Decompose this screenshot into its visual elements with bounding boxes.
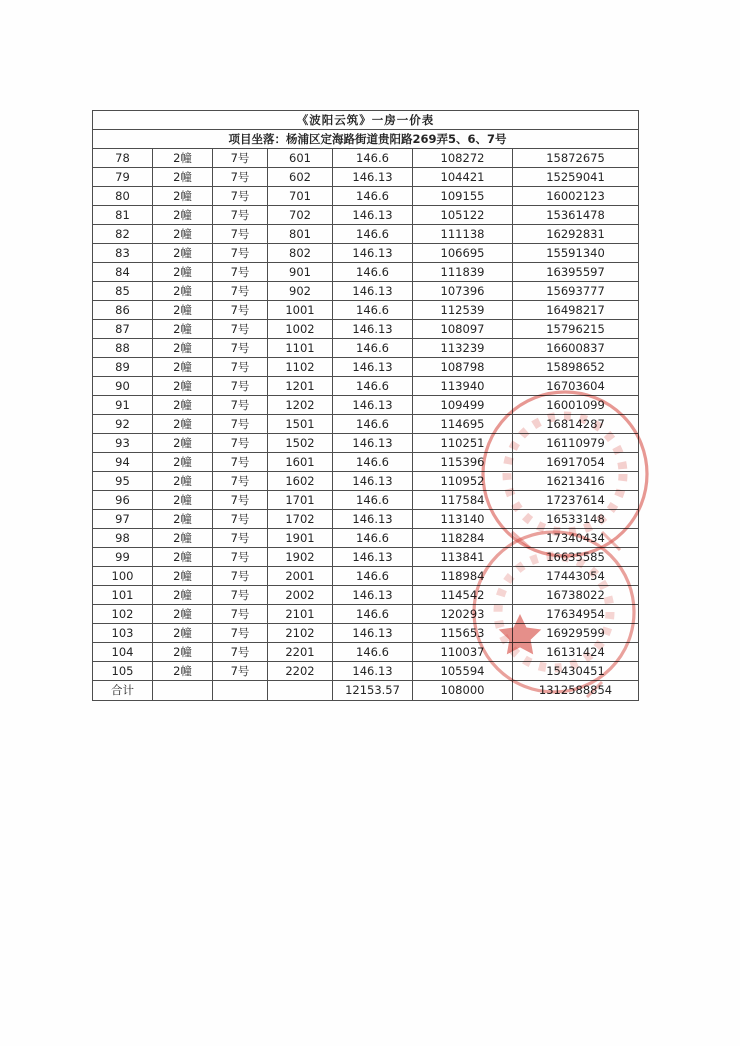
cell-block [213,681,268,701]
cell-building: 2幢 [153,320,213,339]
table-row [93,282,639,301]
cell-row-number: 89 [93,358,153,377]
cell-unit-price: 109499 [413,396,513,415]
cell-total-price: 16292831 [513,225,639,244]
cell-row-number: 93 [93,434,153,453]
cell-area: 146.6 [333,529,413,548]
price-table [92,110,639,701]
cell-building: 2幢 [153,187,213,206]
cell-total-price: 16131424 [513,643,639,662]
cell-building: 2幢 [153,662,213,681]
cell-area: 146.6 [333,605,413,624]
table-row [93,187,639,206]
cell-area: 146.13 [333,434,413,453]
cell-row-number: 78 [93,149,153,168]
cell-unit-price: 111839 [413,263,513,282]
cell-unit: 801 [268,225,333,244]
cell-building: 2幢 [153,643,213,662]
cell-unit: 2002 [268,586,333,605]
cell-unit-price: 115396 [413,453,513,472]
cell-area: 146.13 [333,548,413,567]
cell-unit: 1102 [268,358,333,377]
cell-row-number: 96 [93,491,153,510]
cell-building: 2幢 [153,225,213,244]
cell-area: 146.13 [333,168,413,187]
table-row [93,358,639,377]
cell-unit: 802 [268,244,333,263]
cell-unit: 1601 [268,453,333,472]
cell-row-number: 83 [93,244,153,263]
cell-unit: 1502 [268,434,333,453]
table-row [93,529,639,548]
cell-unit-price: 104421 [413,168,513,187]
cell-row-number: 101 [93,586,153,605]
cell-building [153,681,213,701]
cell-row-number: 91 [93,396,153,415]
cell-block: 7号 [213,263,268,282]
cell-row-number: 97 [93,510,153,529]
cell-unit-price: 108097 [413,320,513,339]
cell-total-price: 16814287 [513,415,639,434]
table-row [93,548,639,567]
cell-area: 146.13 [333,244,413,263]
cell-row-number: 合计 [93,681,153,701]
cell-building: 2幢 [153,396,213,415]
table-row [93,263,639,282]
cell-area: 146.6 [333,415,413,434]
table-row [93,510,639,529]
cell-building: 2幢 [153,453,213,472]
cell-building: 2幢 [153,510,213,529]
cell-unit: 901 [268,263,333,282]
table-row [93,643,639,662]
cell-total-price: 16002123 [513,187,639,206]
cell-unit-price: 110952 [413,472,513,491]
cell-unit: 701 [268,187,333,206]
cell-unit-price: 105594 [413,662,513,681]
cell-area: 146.13 [333,586,413,605]
cell-block: 7号 [213,244,268,263]
cell-unit-price: 113239 [413,339,513,358]
cell-area: 146.13 [333,206,413,225]
table-row [93,491,639,510]
cell-row-number: 104 [93,643,153,662]
cell-total-price: 16917054 [513,453,639,472]
cell-area: 146.6 [333,187,413,206]
cell-total-price: 16498217 [513,301,639,320]
cell-area: 146.6 [333,567,413,586]
cell-unit-price: 113140 [413,510,513,529]
cell-area: 146.6 [333,453,413,472]
table-row [93,662,639,681]
cell-block: 7号 [213,168,268,187]
cell-unit-price: 114542 [413,586,513,605]
cell-block: 7号 [213,472,268,491]
cell-row-number: 105 [93,662,153,681]
cell-building: 2幢 [153,491,213,510]
location-row [93,130,639,149]
cell-area: 146.13 [333,396,413,415]
cell-building: 2幢 [153,586,213,605]
cell-block: 7号 [213,282,268,301]
cell-total-price: 16001099 [513,396,639,415]
cell-building: 2幢 [153,605,213,624]
cell-unit: 902 [268,282,333,301]
page-title: 《波阳云筑》一房一价表 [93,111,639,130]
cell-area: 146.13 [333,624,413,643]
table-row [93,567,639,586]
cell-block: 7号 [213,491,268,510]
cell-unit-price: 105122 [413,206,513,225]
cell-block: 7号 [213,548,268,567]
cell-row-number: 87 [93,320,153,339]
cell-total-price: 16110979 [513,434,639,453]
cell-unit-price: 107396 [413,282,513,301]
cell-block: 7号 [213,434,268,453]
cell-unit-price: 118984 [413,567,513,586]
cell-total-price: 15796215 [513,320,639,339]
cell-row-number: 80 [93,187,153,206]
cell-building: 2幢 [153,263,213,282]
cell-unit: 1501 [268,415,333,434]
cell-total-price: 15259041 [513,168,639,187]
table-row [93,624,639,643]
cell-building: 2幢 [153,472,213,491]
cell-unit: 1702 [268,510,333,529]
cell-block: 7号 [213,415,268,434]
cell-unit-price: 110037 [413,643,513,662]
cell-building: 2幢 [153,529,213,548]
cell-block: 7号 [213,206,268,225]
cell-unit: 2201 [268,643,333,662]
cell-building: 2幢 [153,567,213,586]
cell-block: 7号 [213,377,268,396]
cell-block: 7号 [213,586,268,605]
cell-row-number: 92 [93,415,153,434]
cell-unit: 2202 [268,662,333,681]
cell-total-price: 16213416 [513,472,639,491]
cell-unit: 1901 [268,529,333,548]
cell-block: 7号 [213,358,268,377]
table-row [93,605,639,624]
table-row [93,320,639,339]
table-row [93,472,639,491]
cell-unit-price: 112539 [413,301,513,320]
table-row [93,206,639,225]
cell-block: 7号 [213,605,268,624]
cell-area: 146.13 [333,358,413,377]
cell-unit: 702 [268,206,333,225]
cell-area: 146.13 [333,282,413,301]
cell-building: 2幢 [153,358,213,377]
cell-total-price: 15430451 [513,662,639,681]
cell-area: 146.13 [333,320,413,339]
cell-building: 2幢 [153,415,213,434]
cell-building: 2幢 [153,149,213,168]
cell-row-number: 103 [93,624,153,643]
cell-block: 7号 [213,453,268,472]
cell-total-price: 16395597 [513,263,639,282]
cell-unit: 2001 [268,567,333,586]
cell-unit: 1602 [268,472,333,491]
cell-row-number: 88 [93,339,153,358]
cell-area: 146.6 [333,263,413,282]
cell-row-number: 100 [93,567,153,586]
cell-row-number: 90 [93,377,153,396]
cell-unit-price: 106695 [413,244,513,263]
cell-area: 146.6 [333,225,413,244]
table-row [93,168,639,187]
cell-row-number: 82 [93,225,153,244]
table-row [93,415,639,434]
cell-total-price: 17443054 [513,567,639,586]
cell-unit-price: 113940 [413,377,513,396]
cell-unit-price: 115653 [413,624,513,643]
cell-block: 7号 [213,529,268,548]
cell-row-number: 86 [93,301,153,320]
cell-block: 7号 [213,149,268,168]
cell-unit: 601 [268,149,333,168]
cell-total-price: 15872675 [513,149,639,168]
cell-unit: 2101 [268,605,333,624]
cell-area: 146.13 [333,510,413,529]
cell-building: 2幢 [153,339,213,358]
cell-building: 2幢 [153,377,213,396]
cell-total-price: 17340434 [513,529,639,548]
cell-unit-price: 111138 [413,225,513,244]
cell-area: 146.6 [333,339,413,358]
cell-total-price: 16600837 [513,339,639,358]
cell-area: 146.6 [333,149,413,168]
table-row [93,301,639,320]
cell-building: 2幢 [153,282,213,301]
cell-block: 7号 [213,567,268,586]
cell-unit-price: 108798 [413,358,513,377]
table-body [93,149,639,701]
cell-unit-price: 108272 [413,149,513,168]
cell-area: 146.6 [333,643,413,662]
cell-block: 7号 [213,339,268,358]
cell-unit-price: 118284 [413,529,513,548]
cell-total-price: 16533148 [513,510,639,529]
title-row [93,111,639,130]
cell-row-number: 102 [93,605,153,624]
cell-building: 2幢 [153,206,213,225]
cell-unit-price: 108000 [413,681,513,701]
cell-block: 7号 [213,187,268,206]
cell-row-number: 85 [93,282,153,301]
cell-area: 146.6 [333,377,413,396]
table-row [93,225,639,244]
cell-total-price: 1312588854 [513,681,639,701]
cell-building: 2幢 [153,548,213,567]
cell-block: 7号 [213,643,268,662]
cell-building: 2幢 [153,244,213,263]
cell-unit-price: 114695 [413,415,513,434]
table-row [93,396,639,415]
cell-unit: 1002 [268,320,333,339]
table-row [93,149,639,168]
cell-area: 146.13 [333,472,413,491]
cell-total-price: 15361478 [513,206,639,225]
table-row [93,339,639,358]
cell-total-price: 15693777 [513,282,639,301]
cell-total-price: 17634954 [513,605,639,624]
cell-total-price: 15898652 [513,358,639,377]
cell-row-number: 98 [93,529,153,548]
cell-total-price: 16738022 [513,586,639,605]
cell-unit: 1001 [268,301,333,320]
cell-unit: 1101 [268,339,333,358]
cell-area: 12153.57 [333,681,413,701]
cell-block: 7号 [213,320,268,339]
cell-row-number: 95 [93,472,153,491]
cell-row-number: 99 [93,548,153,567]
cell-unit [268,681,333,701]
cell-area: 146.13 [333,662,413,681]
cell-unit-price: 110251 [413,434,513,453]
cell-building: 2幢 [153,624,213,643]
total-row [93,681,639,701]
cell-unit-price: 117584 [413,491,513,510]
cell-unit: 1201 [268,377,333,396]
cell-block: 7号 [213,225,268,244]
cell-total-price: 16703604 [513,377,639,396]
cell-building: 2幢 [153,434,213,453]
cell-unit-price: 113841 [413,548,513,567]
cell-total-price: 15591340 [513,244,639,263]
cell-area: 146.6 [333,491,413,510]
project-location: 项目坐落：杨浦区定海路街道贵阳路269弄5、6、7号 [93,130,639,149]
cell-row-number: 94 [93,453,153,472]
cell-row-number: 81 [93,206,153,225]
cell-unit-price: 109155 [413,187,513,206]
cell-unit-price: 120293 [413,605,513,624]
cell-block: 7号 [213,624,268,643]
table-row [93,434,639,453]
cell-building: 2幢 [153,301,213,320]
table-row [93,453,639,472]
table-row [93,377,639,396]
cell-area: 146.6 [333,301,413,320]
cell-block: 7号 [213,301,268,320]
table-row [93,244,639,263]
cell-unit: 1701 [268,491,333,510]
cell-row-number: 84 [93,263,153,282]
price-sheet [92,110,638,701]
cell-block: 7号 [213,396,268,415]
cell-unit: 2102 [268,624,333,643]
cell-total-price: 16635585 [513,548,639,567]
cell-block: 7号 [213,510,268,529]
cell-building: 2幢 [153,168,213,187]
cell-row-number: 79 [93,168,153,187]
cell-block: 7号 [213,662,268,681]
table-row [93,586,639,605]
cell-unit: 602 [268,168,333,187]
cell-unit: 1202 [268,396,333,415]
cell-total-price: 16929599 [513,624,639,643]
cell-total-price: 17237614 [513,491,639,510]
cell-unit: 1902 [268,548,333,567]
